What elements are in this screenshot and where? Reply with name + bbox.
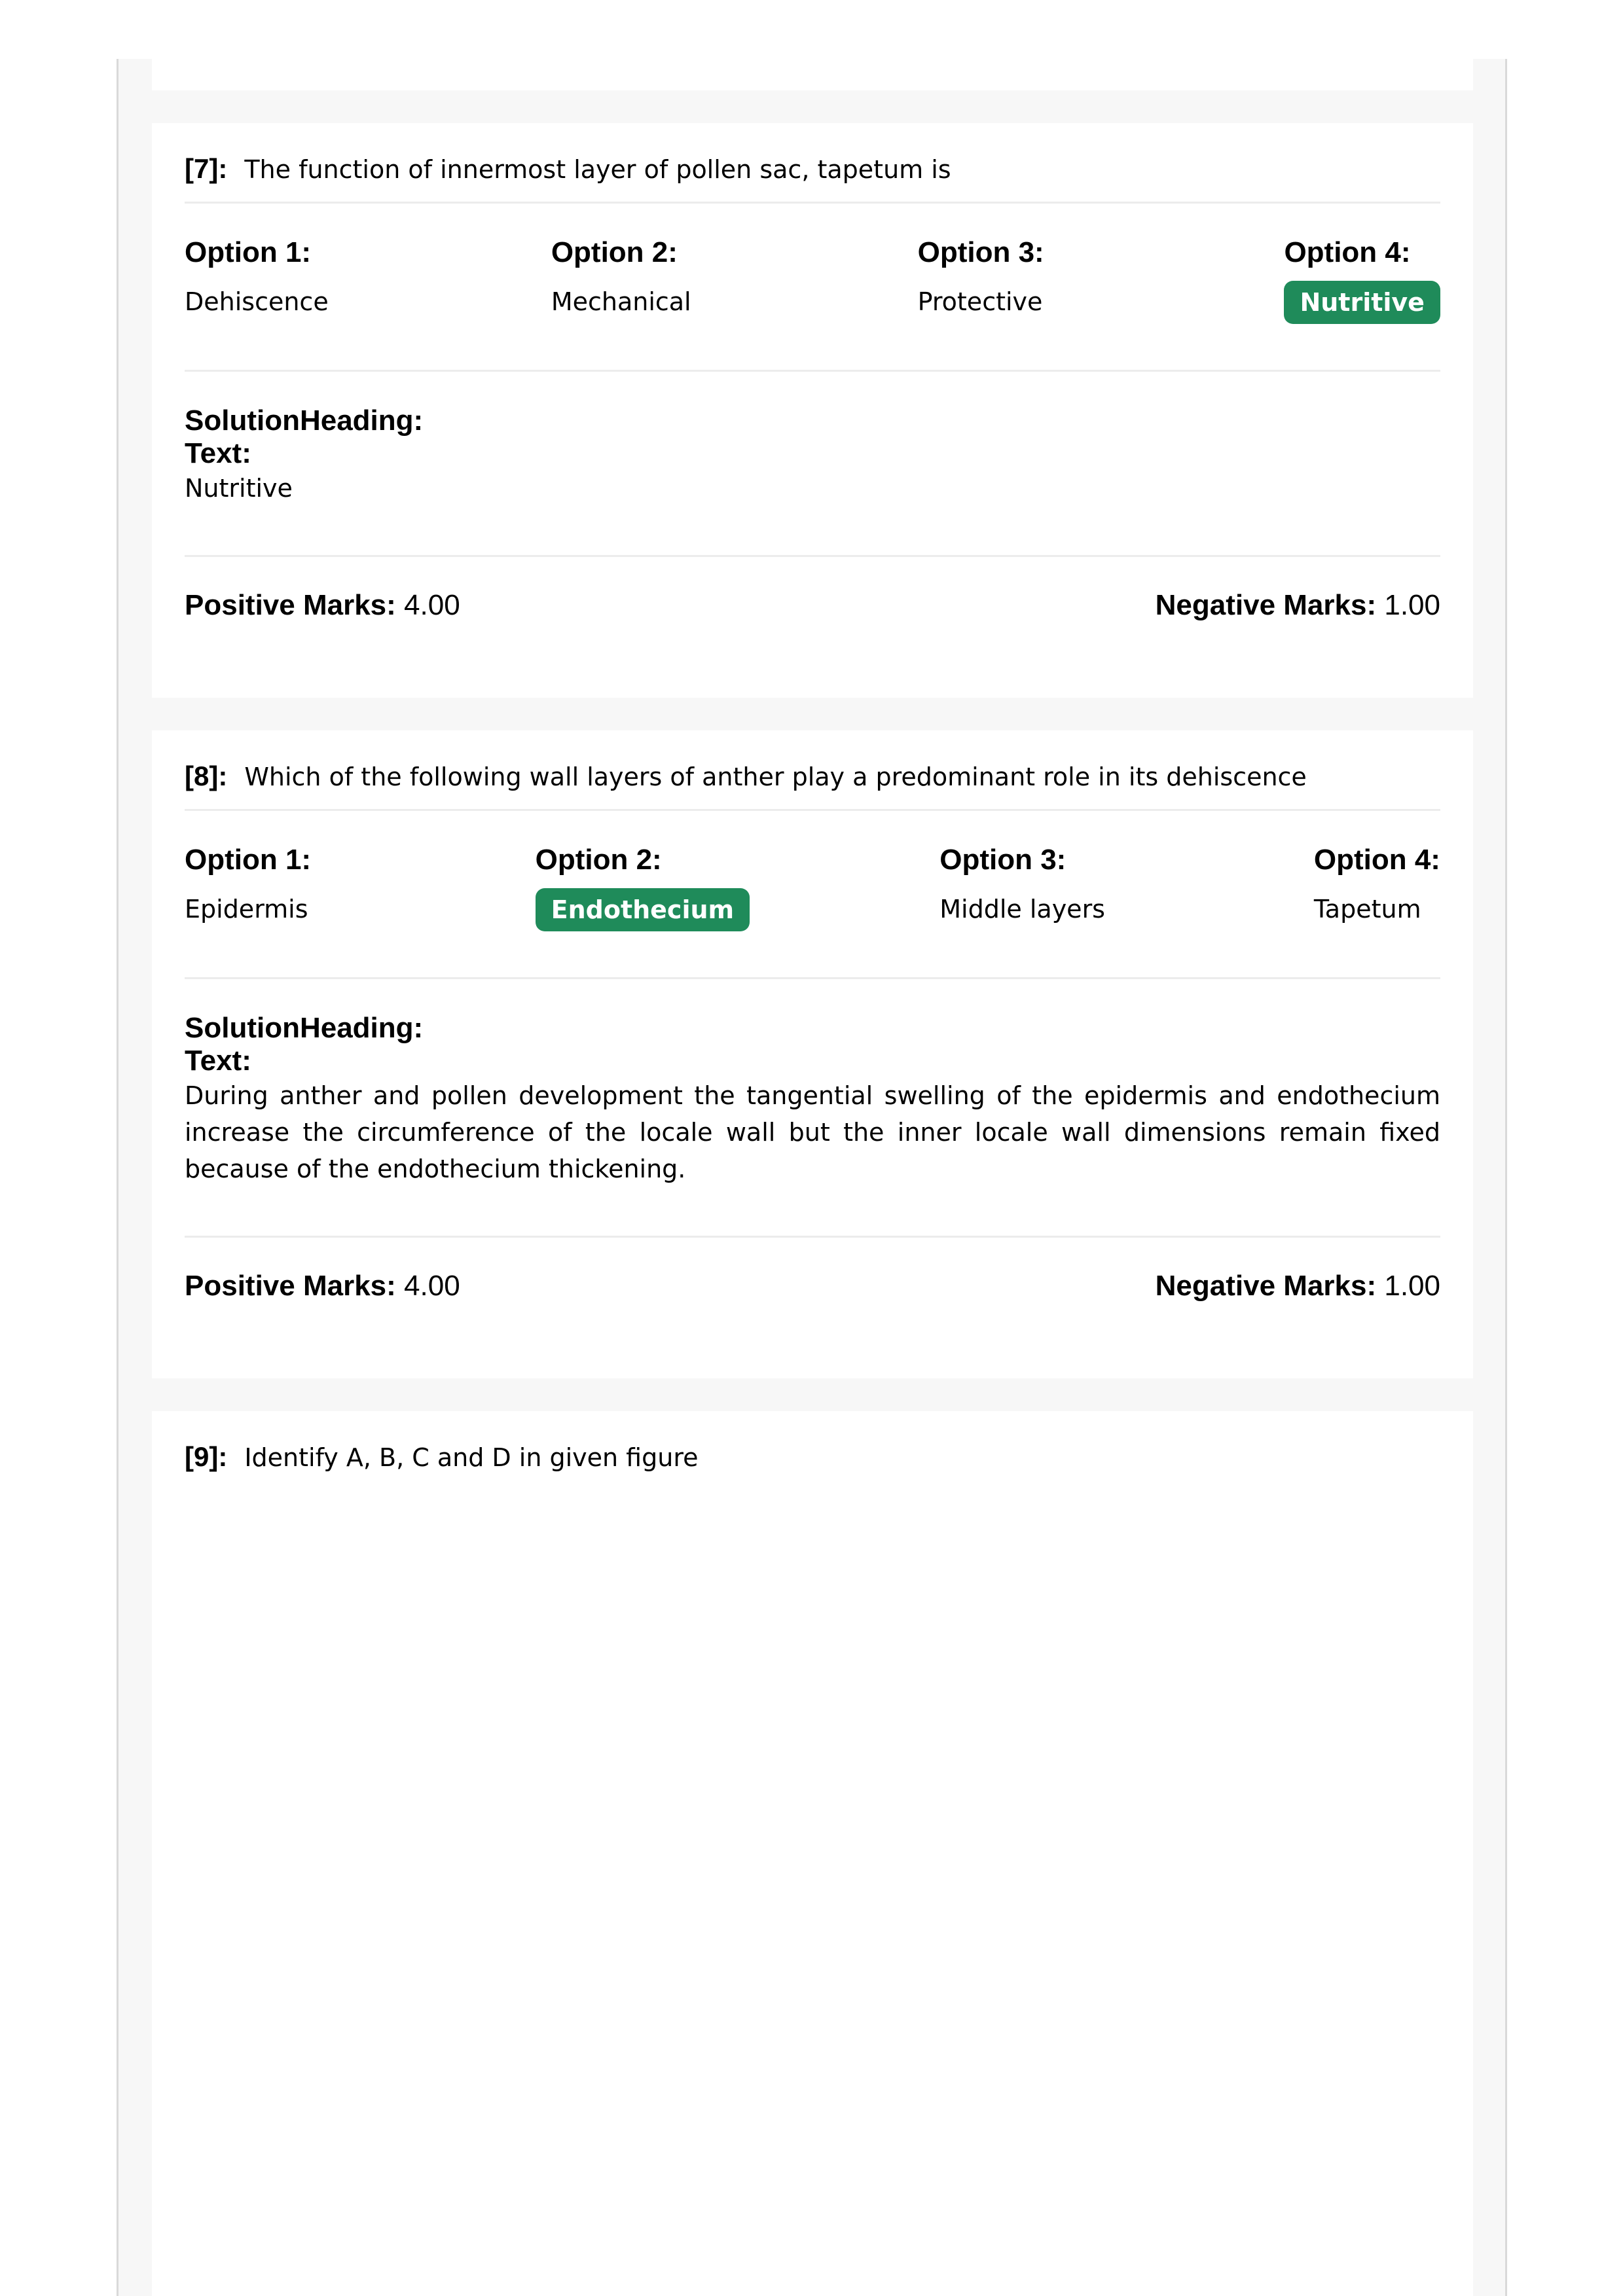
option-2 (551, 236, 908, 370)
option-3 (918, 236, 1275, 370)
previous-question-card (152, 59, 1473, 90)
solution-section (185, 372, 1440, 555)
solution-text: Nutritive (185, 474, 293, 503)
correct-answer-badge: Nutritive (1284, 281, 1440, 324)
option-label: Option 1: (185, 844, 312, 876)
option-4 (1284, 236, 1440, 370)
option-label: Option 2: (551, 236, 678, 268)
question-number: [9]: (185, 1441, 228, 1472)
question-text: Which of the following wall layers of anther play a predominant role in its dehiscence (244, 762, 1307, 791)
option-value: Mechanical (551, 287, 691, 316)
positive-marks (185, 589, 460, 622)
marks-row (185, 557, 1440, 654)
option-value: Tapetum (1313, 895, 1421, 924)
negative-marks (1156, 589, 1440, 622)
question-text: Identify A, B, C and D in given figure (244, 1443, 699, 1472)
solution-subheading: Text: (185, 437, 251, 469)
negative-marks-label: Negative Marks: (1155, 1270, 1377, 1302)
solution-section (185, 979, 1440, 1236)
positive-marks-value: 4.00 (404, 589, 460, 621)
positive-marks-label: Positive Marks: (185, 589, 396, 621)
option-1 (185, 844, 534, 977)
option-label: Option 4: (1313, 844, 1440, 876)
negative-marks-value: 1.00 (1384, 589, 1440, 621)
positive-marks-value: 4.00 (404, 1270, 460, 1302)
option-1 (185, 236, 541, 370)
question-header (185, 1411, 1440, 1490)
option-label: Option 2: (535, 844, 662, 876)
option-value: Epidermis (185, 895, 308, 924)
solution-heading: SolutionHeading: (185, 404, 424, 437)
solution-heading: SolutionHeading: (185, 1012, 424, 1044)
question-card-8 (152, 730, 1473, 1378)
option-value: Middle layers (939, 895, 1105, 924)
option-label: Option 3: (917, 236, 1044, 268)
options-row (185, 204, 1440, 370)
options-row (185, 811, 1440, 977)
option-3 (939, 844, 1313, 977)
solution-text: During anther and pollen development the tangential swelling of the epidermis and endothecium increase the circumference of the locale wall but the inner locale wall dimensions remain fixed because of the endothecium thickening. (185, 1081, 1440, 1183)
question-card-7 (152, 123, 1473, 698)
question-number: [7]: (185, 153, 228, 184)
option-value: Protective (917, 287, 1043, 316)
option-4 (1314, 844, 1440, 977)
question-header (185, 730, 1440, 809)
negative-marks (1156, 1270, 1440, 1302)
positive-marks (185, 1270, 460, 1302)
question-number: [8]: (185, 761, 228, 791)
solution-subheading: Text: (185, 1045, 251, 1077)
positive-marks-label: Positive Marks: (185, 1270, 396, 1302)
question-header (185, 123, 1440, 202)
option-label: Option 4: (1284, 236, 1411, 268)
correct-answer-badge: Endothecium (536, 888, 750, 931)
negative-marks-label: Negative Marks: (1155, 589, 1377, 621)
option-value: Dehiscence (185, 287, 329, 316)
option-2 (536, 844, 939, 977)
question-text: The function of innermost layer of pollen sac, tapetum is (244, 155, 951, 184)
option-label: Option 3: (939, 844, 1067, 876)
question-card-9 (152, 1411, 1473, 2296)
negative-marks-value: 1.00 (1384, 1270, 1440, 1302)
marks-row (185, 1238, 1440, 1335)
option-label: Option 1: (185, 236, 312, 268)
